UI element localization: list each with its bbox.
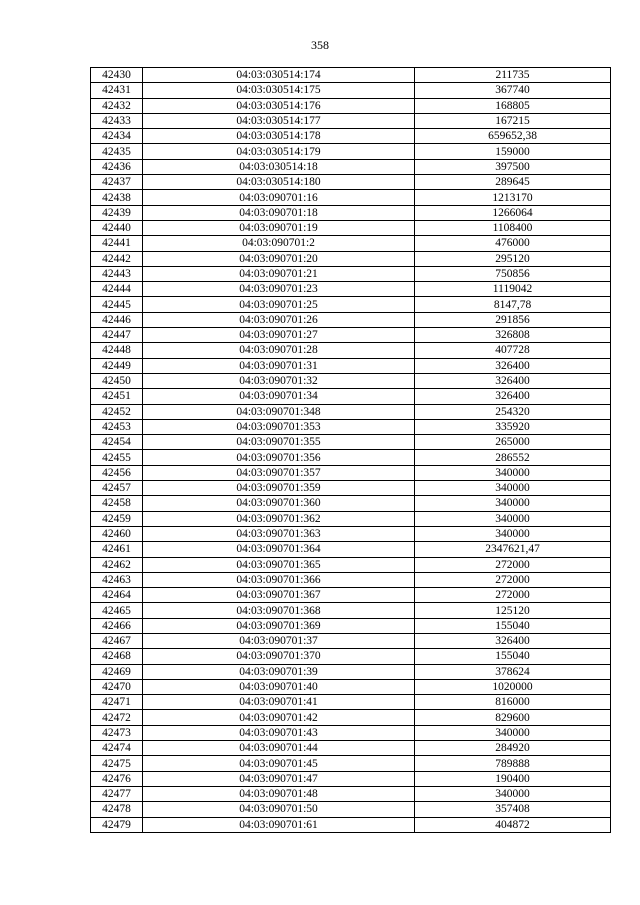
table-row xyxy=(91,159,611,174)
table-row xyxy=(91,695,611,710)
table-row xyxy=(91,98,611,113)
row-number-cell: 42450 xyxy=(91,373,143,388)
row-number-cell: 42469 xyxy=(91,664,143,679)
cadastral-number-cell: 04:03:090701:356 xyxy=(143,450,415,465)
table-row xyxy=(91,496,611,511)
table-row xyxy=(91,511,611,526)
table-body xyxy=(91,68,611,833)
cadastral-value-cell: 335920 xyxy=(415,419,611,434)
row-number-cell: 42432 xyxy=(91,98,143,113)
cadastral-value-cell: 284920 xyxy=(415,741,611,756)
cadastral-number-cell: 04:03:090701:31 xyxy=(143,358,415,373)
cadastral-number-cell: 04:03:090701:39 xyxy=(143,664,415,679)
row-number-cell: 42471 xyxy=(91,695,143,710)
cadastral-number-cell: 04:03:090701:16 xyxy=(143,190,415,205)
cadastral-value-cell: 125120 xyxy=(415,603,611,618)
table-row xyxy=(91,741,611,756)
cadastral-number-cell: 04:03:090701:360 xyxy=(143,496,415,511)
cadastral-number-cell: 04:03:090701:61 xyxy=(143,817,415,832)
cadastral-value-cell: 340000 xyxy=(415,496,611,511)
table-row xyxy=(91,802,611,817)
cadastral-number-cell: 04:03:090701:21 xyxy=(143,266,415,281)
cadastral-number-cell: 04:03:090701:48 xyxy=(143,786,415,801)
cadastral-value-cell: 1119042 xyxy=(415,282,611,297)
cadastral-number-cell: 04:03:030514:178 xyxy=(143,129,415,144)
row-number-cell: 42476 xyxy=(91,771,143,786)
cadastral-number-cell: 04:03:090701:27 xyxy=(143,328,415,343)
table-row xyxy=(91,664,611,679)
row-number-cell: 42443 xyxy=(91,266,143,281)
cadastral-value-cell: 155040 xyxy=(415,618,611,633)
cadastral-value-cell: 190400 xyxy=(415,771,611,786)
cadastral-number-cell: 04:03:090701:18 xyxy=(143,205,415,220)
cadastral-number-cell: 04:03:030514:174 xyxy=(143,68,415,83)
cadastral-value-table xyxy=(90,67,611,833)
cadastral-value-cell: 155040 xyxy=(415,649,611,664)
table-row xyxy=(91,328,611,343)
cadastral-value-cell: 1108400 xyxy=(415,220,611,235)
table-row xyxy=(91,435,611,450)
cadastral-number-cell: 04:03:090701:19 xyxy=(143,220,415,235)
row-number-cell: 42473 xyxy=(91,725,143,740)
cadastral-number-cell: 04:03:090701:37 xyxy=(143,633,415,648)
cadastral-value-cell: 168805 xyxy=(415,98,611,113)
cadastral-value-cell: 378624 xyxy=(415,664,611,679)
cadastral-value-cell: 357408 xyxy=(415,802,611,817)
cadastral-number-cell: 04:03:030514:177 xyxy=(143,113,415,128)
cadastral-value-cell: 289645 xyxy=(415,175,611,190)
table-row xyxy=(91,419,611,434)
row-number-cell: 42452 xyxy=(91,404,143,419)
table-row xyxy=(91,389,611,404)
cadastral-value-cell: 272000 xyxy=(415,588,611,603)
row-number-cell: 42457 xyxy=(91,481,143,496)
cadastral-value-cell: 326400 xyxy=(415,373,611,388)
row-number-cell: 42456 xyxy=(91,465,143,480)
row-number-cell: 42455 xyxy=(91,450,143,465)
cadastral-number-cell: 04:03:090701:26 xyxy=(143,312,415,327)
table-row xyxy=(91,603,611,618)
row-number-cell: 42472 xyxy=(91,710,143,725)
table-row xyxy=(91,373,611,388)
cadastral-number-cell: 04:03:090701:40 xyxy=(143,679,415,694)
table-row xyxy=(91,343,611,358)
cadastral-value-cell: 476000 xyxy=(415,236,611,251)
cadastral-value-cell: 816000 xyxy=(415,695,611,710)
table-row xyxy=(91,236,611,251)
table-row xyxy=(91,817,611,832)
row-number-cell: 42437 xyxy=(91,175,143,190)
row-number-cell: 42430 xyxy=(91,68,143,83)
cadastral-value-cell: 286552 xyxy=(415,450,611,465)
cadastral-value-cell: 1020000 xyxy=(415,679,611,694)
table-row xyxy=(91,358,611,373)
row-number-cell: 42460 xyxy=(91,526,143,541)
cadastral-number-cell: 04:03:090701:44 xyxy=(143,741,415,756)
cadastral-value-cell: 397500 xyxy=(415,159,611,174)
cadastral-number-cell: 04:03:090701:2 xyxy=(143,236,415,251)
table-row xyxy=(91,266,611,281)
cadastral-number-cell: 04:03:090701:366 xyxy=(143,572,415,587)
cadastral-value-cell: 340000 xyxy=(415,511,611,526)
table-row xyxy=(91,68,611,83)
table-row xyxy=(91,175,611,190)
cadastral-value-cell: 404872 xyxy=(415,817,611,832)
cadastral-value-cell: 340000 xyxy=(415,786,611,801)
cadastral-number-cell: 04:03:090701:28 xyxy=(143,343,415,358)
row-number-cell: 42474 xyxy=(91,741,143,756)
cadastral-value-cell: 167215 xyxy=(415,113,611,128)
cadastral-value-cell: 340000 xyxy=(415,526,611,541)
table-row xyxy=(91,649,611,664)
table-row xyxy=(91,557,611,572)
cadastral-value-cell: 659652,38 xyxy=(415,129,611,144)
row-number-cell: 42458 xyxy=(91,496,143,511)
table-row xyxy=(91,679,611,694)
table-row xyxy=(91,756,611,771)
table-row xyxy=(91,205,611,220)
cadastral-value-cell: 340000 xyxy=(415,725,611,740)
table-row xyxy=(91,588,611,603)
table-row xyxy=(91,220,611,235)
table-row xyxy=(91,312,611,327)
table-row xyxy=(91,251,611,266)
cadastral-number-cell: 04:03:090701:47 xyxy=(143,771,415,786)
row-number-cell: 42445 xyxy=(91,297,143,312)
row-number-cell: 42464 xyxy=(91,588,143,603)
row-number-cell: 42440 xyxy=(91,220,143,235)
cadastral-number-cell: 04:03:090701:362 xyxy=(143,511,415,526)
cadastral-value-cell: 254320 xyxy=(415,404,611,419)
cadastral-number-cell: 04:03:090701:23 xyxy=(143,282,415,297)
table-row xyxy=(91,786,611,801)
table-row xyxy=(91,526,611,541)
row-number-cell: 42461 xyxy=(91,542,143,557)
table-row xyxy=(91,542,611,557)
row-number-cell: 42477 xyxy=(91,786,143,801)
cadastral-number-cell: 04:03:090701:365 xyxy=(143,557,415,572)
cadastral-number-cell: 04:03:090701:25 xyxy=(143,297,415,312)
cadastral-number-cell: 04:03:090701:41 xyxy=(143,695,415,710)
row-number-cell: 42467 xyxy=(91,633,143,648)
cadastral-value-cell: 1213170 xyxy=(415,190,611,205)
cadastral-value-cell: 272000 xyxy=(415,557,611,572)
table-row xyxy=(91,282,611,297)
cadastral-value-cell: 272000 xyxy=(415,572,611,587)
cadastral-value-cell: 265000 xyxy=(415,435,611,450)
cadastral-number-cell: 04:03:090701:367 xyxy=(143,588,415,603)
table-row xyxy=(91,572,611,587)
cadastral-number-cell: 04:03:030514:175 xyxy=(143,83,415,98)
cadastral-value-cell: 211735 xyxy=(415,68,611,83)
row-number-cell: 42431 xyxy=(91,83,143,98)
cadastral-number-cell: 04:03:090701:359 xyxy=(143,481,415,496)
cadastral-number-cell: 04:03:090701:34 xyxy=(143,389,415,404)
cadastral-number-cell: 04:03:090701:368 xyxy=(143,603,415,618)
cadastral-number-cell: 04:03:090701:42 xyxy=(143,710,415,725)
row-number-cell: 42459 xyxy=(91,511,143,526)
cadastral-value-cell: 789888 xyxy=(415,756,611,771)
table-row xyxy=(91,725,611,740)
cadastral-value-cell: 2347621,47 xyxy=(415,542,611,557)
cadastral-value-cell: 340000 xyxy=(415,465,611,480)
row-number-cell: 42447 xyxy=(91,328,143,343)
table-row xyxy=(91,771,611,786)
cadastral-number-cell: 04:03:090701:353 xyxy=(143,419,415,434)
cadastral-value-cell: 326400 xyxy=(415,358,611,373)
table-row xyxy=(91,113,611,128)
cadastral-value-cell: 367740 xyxy=(415,83,611,98)
row-number-cell: 42436 xyxy=(91,159,143,174)
row-number-cell: 42433 xyxy=(91,113,143,128)
table-row xyxy=(91,465,611,480)
row-number-cell: 42465 xyxy=(91,603,143,618)
cadastral-number-cell: 04:03:090701:364 xyxy=(143,542,415,557)
row-number-cell: 42444 xyxy=(91,282,143,297)
row-number-cell: 42453 xyxy=(91,419,143,434)
cadastral-number-cell: 04:03:090701:20 xyxy=(143,251,415,266)
table-row xyxy=(91,190,611,205)
table-row xyxy=(91,633,611,648)
cadastral-number-cell: 04:03:090701:370 xyxy=(143,649,415,664)
cadastral-number-cell: 04:03:090701:363 xyxy=(143,526,415,541)
row-number-cell: 42479 xyxy=(91,817,143,832)
cadastral-value-cell: 750856 xyxy=(415,266,611,281)
row-number-cell: 42441 xyxy=(91,236,143,251)
table-row xyxy=(91,481,611,496)
row-number-cell: 42478 xyxy=(91,802,143,817)
row-number-cell: 42468 xyxy=(91,649,143,664)
cadastral-value-cell: 1266064 xyxy=(415,205,611,220)
row-number-cell: 42446 xyxy=(91,312,143,327)
table-row xyxy=(91,83,611,98)
table-row xyxy=(91,710,611,725)
row-number-cell: 42466 xyxy=(91,618,143,633)
cadastral-number-cell: 04:03:090701:355 xyxy=(143,435,415,450)
row-number-cell: 42454 xyxy=(91,435,143,450)
cadastral-value-cell: 326808 xyxy=(415,328,611,343)
table-row xyxy=(91,129,611,144)
cadastral-value-cell: 326400 xyxy=(415,633,611,648)
row-number-cell: 42442 xyxy=(91,251,143,266)
page-number: 358 xyxy=(311,38,329,52)
table-row xyxy=(91,404,611,419)
cadastral-value-cell: 295120 xyxy=(415,251,611,266)
table-row xyxy=(91,297,611,312)
cadastral-number-cell: 04:03:030514:179 xyxy=(143,144,415,159)
row-number-cell: 42438 xyxy=(91,190,143,205)
cadastral-number-cell: 04:03:030514:18 xyxy=(143,159,415,174)
cadastral-number-cell: 04:03:090701:43 xyxy=(143,725,415,740)
cadastral-number-cell: 04:03:030514:176 xyxy=(143,98,415,113)
cadastral-value-cell: 340000 xyxy=(415,481,611,496)
cadastral-value-cell: 159000 xyxy=(415,144,611,159)
table-row xyxy=(91,450,611,465)
cadastral-number-cell: 04:03:090701:32 xyxy=(143,373,415,388)
table-row xyxy=(91,144,611,159)
row-number-cell: 42470 xyxy=(91,679,143,694)
cadastral-value-cell: 326400 xyxy=(415,389,611,404)
table-row xyxy=(91,618,611,633)
cadastral-value-cell: 829600 xyxy=(415,710,611,725)
cadastral-value-cell: 8147,78 xyxy=(415,297,611,312)
cadastral-value-cell: 407728 xyxy=(415,343,611,358)
row-number-cell: 42451 xyxy=(91,389,143,404)
row-number-cell: 42462 xyxy=(91,557,143,572)
row-number-cell: 42435 xyxy=(91,144,143,159)
cadastral-number-cell: 04:03:090701:50 xyxy=(143,802,415,817)
row-number-cell: 42448 xyxy=(91,343,143,358)
row-number-cell: 42475 xyxy=(91,756,143,771)
cadastral-number-cell: 04:03:090701:357 xyxy=(143,465,415,480)
cadastral-number-cell: 04:03:030514:180 xyxy=(143,175,415,190)
row-number-cell: 42463 xyxy=(91,572,143,587)
row-number-cell: 42434 xyxy=(91,129,143,144)
row-number-cell: 42439 xyxy=(91,205,143,220)
cadastral-number-cell: 04:03:090701:45 xyxy=(143,756,415,771)
cadastral-value-cell: 291856 xyxy=(415,312,611,327)
cadastral-number-cell: 04:03:090701:348 xyxy=(143,404,415,419)
row-number-cell: 42449 xyxy=(91,358,143,373)
cadastral-number-cell: 04:03:090701:369 xyxy=(143,618,415,633)
